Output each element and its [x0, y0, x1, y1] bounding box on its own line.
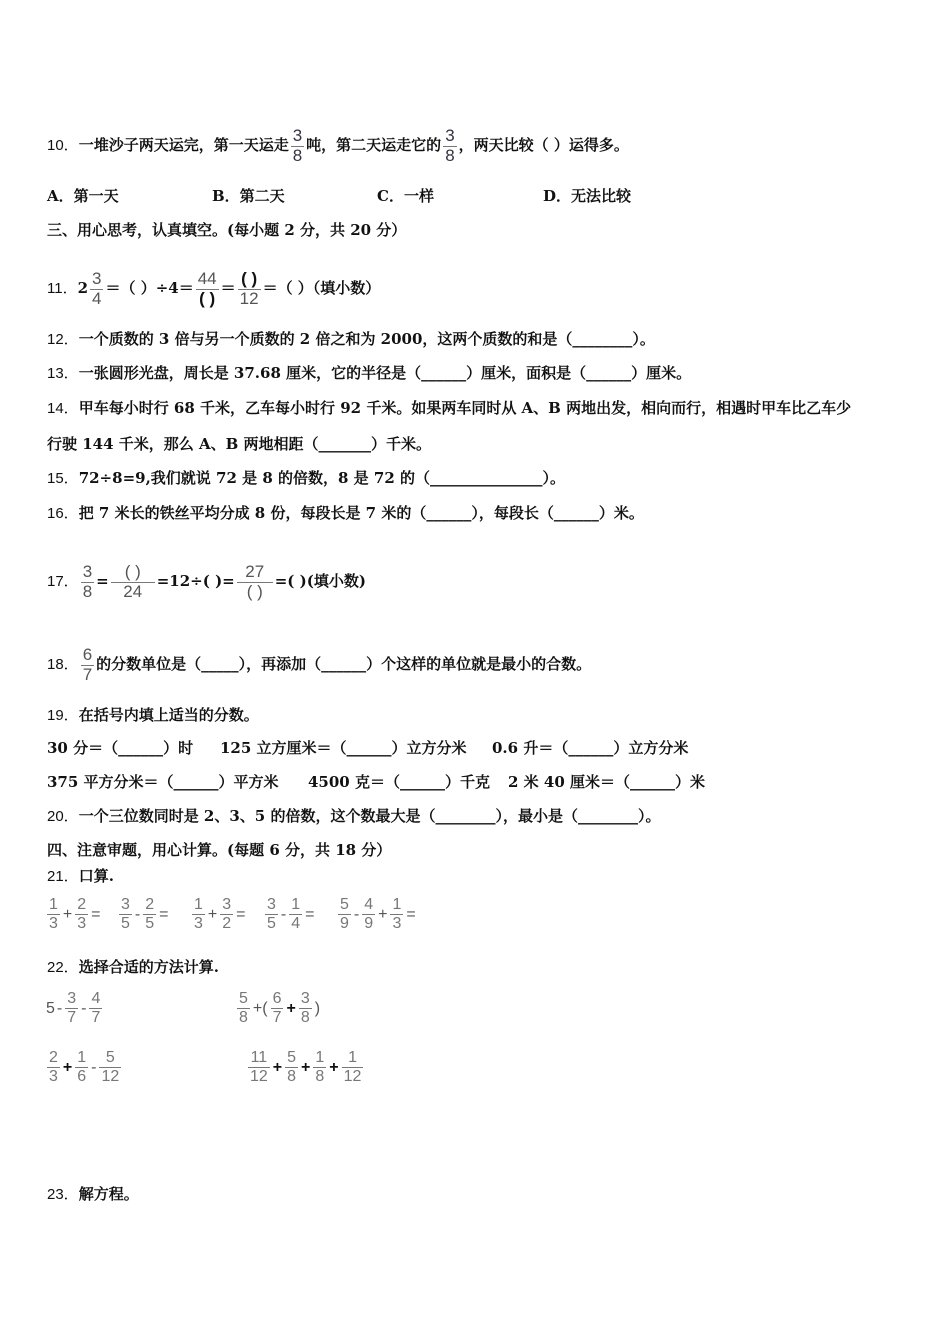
option-c[interactable]: C．一样 — [377, 187, 434, 205]
question-text: 的分数单位是（_____），再添加（______）个这样的单位就是最小的合数。 — [96, 655, 592, 674]
question-text: 吨，第二天运走它的 — [306, 136, 442, 155]
question-12: 12．一个质数的 3 倍与另一个质数的 2 倍之和为 2000，这两个质数的和是（________）。 — [47, 330, 655, 348]
fraction: $\frac{3}{8}$ — [82, 562, 93, 601]
fraction: $\frac{6}{7}$ — [82, 645, 93, 684]
question-11 — [47, 270, 380, 308]
q19-item: 0.6 升＝（______）立方分米 — [492, 739, 689, 757]
question-text: ，两天比较（ ）运得多。 — [458, 136, 629, 155]
q19-item: 125 立方厘米＝（______）立方分米 — [220, 739, 467, 757]
question-number: 17． — [47, 573, 79, 591]
question-text: =12÷( )= — [156, 572, 235, 591]
fraction: $\frac{3}{8}$ — [445, 126, 455, 165]
question-20: 20．一个三位数同时是 2、3、5 的倍数，这个数最大是（________），最小是（________）。 — [47, 807, 661, 825]
q19-item: 2 米 40 厘米＝（______）米 — [508, 773, 705, 791]
fraction: 44 ( ) — [197, 269, 217, 308]
expression-3: $\frac{2}{3}$ + $\frac{1}{6}$ - $\frac{5}{12}$ — [49, 1049, 120, 1085]
expression-4: $\frac{11}{12}$ + $\frac{5}{8}$ + $\frac{1}{8}$ + $\frac{1}{12}$ — [250, 1049, 362, 1085]
q19-item: 375 平方分米＝（______）平方米 — [47, 773, 279, 791]
whole-number: 2 — [77, 279, 89, 298]
fraction: 27 ( ) — [237, 563, 273, 601]
option-b[interactable]: B．第二天 — [212, 187, 285, 205]
question-21: 21．口算. — [47, 867, 114, 885]
q19-item: 30 分＝（______）时 — [47, 739, 194, 757]
option-a[interactable]: A．第一天 — [47, 187, 119, 205]
question-14-continued: 行驶 144 千米，那么 A、B 两地相距（_______）千米。 — [47, 435, 432, 453]
question-14: 14．甲车每小时行 68 千米，乙车每小时行 92 千米。如果两车同时从 A、B 两地出发，相向而行，相遇时甲车比乙车少 — [47, 399, 852, 417]
option-d[interactable]: D．无法比较 — [543, 187, 632, 205]
equals-sign: ＝ — [220, 279, 236, 298]
question-number: 10． — [47, 137, 79, 155]
question-15: 15．72÷8=9,我们就说 72 是 8 的倍数，8 是 72 的（_______________）。 — [47, 469, 565, 487]
question-text: ＝（ ）（填小数） — [262, 279, 381, 298]
question-18: 18． $\frac{6}{7}$ 的分数单位是（_____），再添加（______）个这样的单位就是最小的合数。 — [47, 645, 592, 684]
question-text: ＝（ ）÷4＝ — [105, 279, 194, 298]
question-22: 22．选择合适的方法计算. — [47, 958, 219, 976]
question-text: =( )(填小数) — [274, 572, 366, 591]
question-23: 23．解方程。 — [47, 1185, 139, 1203]
fraction: ( ) 12 — [239, 269, 259, 308]
calc-item-4: $\frac{3}{5}$ - $\frac{1}{4}$ = — [267, 896, 315, 932]
calc-item-2: $\frac{3}{5}$ - $\frac{2}{5}$ = — [121, 896, 169, 932]
calc-item-1: $\frac{1}{3}$ + $\frac{2}{3}$ = — [49, 896, 101, 932]
equals-sign: = — [96, 572, 109, 591]
question-19: 19．在括号内填上适当的分数。 — [47, 706, 259, 724]
expression-1: 5 - $\frac{3}{7}$ - $\frac{4}{7}$ — [46, 990, 101, 1026]
section-title-4: 四、注意审题，用心计算。(每题 6 分，共 18 分） — [47, 841, 392, 859]
fraction: $\frac{3}{8}$ — [292, 126, 303, 165]
question-number: 11． — [47, 280, 78, 298]
question-10 — [47, 127, 629, 165]
fraction: ( ) 24 — [111, 563, 155, 601]
calc-item-3: $\frac{1}{3}$ + $\frac{3}{2}$ = — [194, 896, 246, 932]
expression-2: $\frac{5}{8}$ +( $\frac{6}{7}$ + $\frac{3}{8}$ ) — [239, 990, 321, 1026]
question-17 — [47, 563, 366, 601]
section-title-3: 三、用心思考，认真填空。(每小题 2 分，共 20 分） — [47, 221, 407, 239]
question-16: 16．把 7 米长的铁丝平均分成 8 份，每段长是 7 米的（______），每段长（______）米。 — [47, 504, 644, 522]
calc-item-5: $\frac{5}{9}$ - $\frac{4}{9}$ + $\frac{1}{3}$ = — [340, 896, 416, 932]
question-13: 13．一张圆形光盘，周长是 37.68 厘米，它的半径是（______）厘米，面积是（______）厘米。 — [47, 364, 692, 382]
fraction: $\frac{3}{4}$ — [92, 269, 102, 308]
q19-item: 4500 克＝（______）千克 — [308, 773, 490, 791]
question-text: 一堆沙子两天运完，第一天运走 — [78, 136, 289, 155]
